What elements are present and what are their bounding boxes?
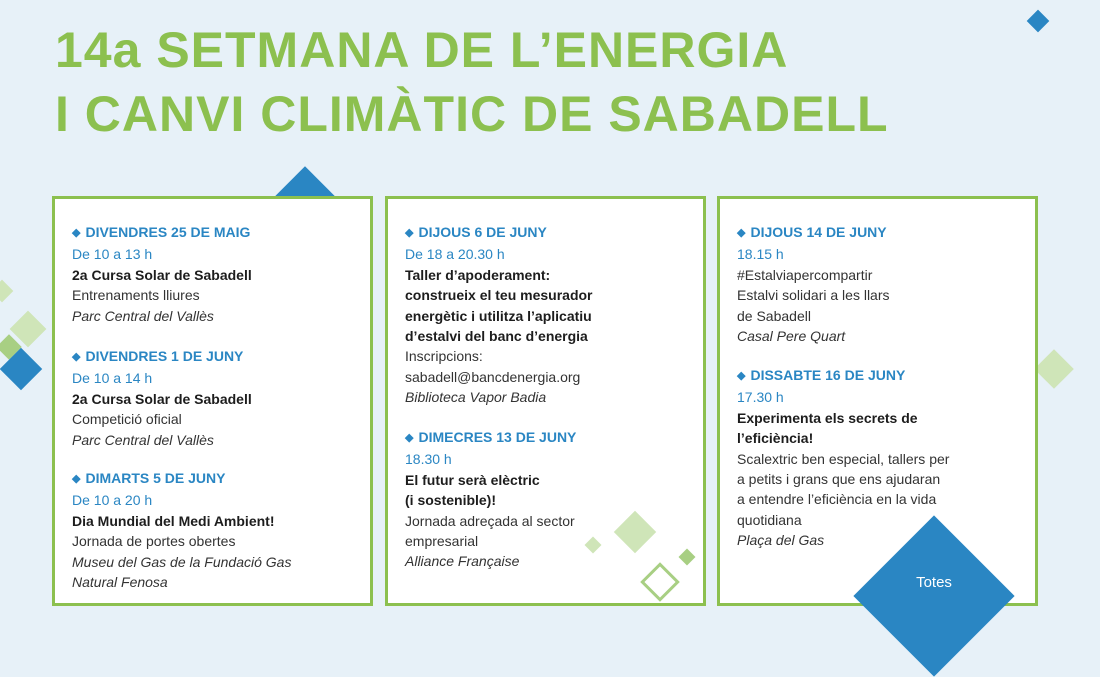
event-place: Natural Fenosa <box>72 574 168 591</box>
event-name: Taller d’apoderament: <box>405 266 551 283</box>
event-place: Biblioteca Vapor Badia <box>405 389 547 406</box>
event-date: ◆ DIVENDRES 1 DE JUNY <box>72 346 360 368</box>
event-place: Plaça del Gas <box>737 532 825 549</box>
event-description: Jornada de portes obertes <box>72 533 236 550</box>
event-description: de Sabadell <box>737 307 811 324</box>
event-time: De 10 a 13 h <box>72 246 153 263</box>
event-place: Museu del Gas de la Fundació Gas <box>72 553 292 570</box>
event-name: d’estalvi del banc d’energia <box>405 328 588 345</box>
event-description: Jornada adreçada al sector <box>405 512 575 529</box>
page-title-line-2: I CANVI CLIMÀTIC DE SABADELL <box>55 86 889 142</box>
event-date: ◆ DIJOUS 6 DE JUNY <box>405 222 693 244</box>
event-time: 17.30 h <box>737 389 784 406</box>
event-name: energètic i utilitza l’aplicatiu <box>405 307 592 324</box>
event-column-1 <box>52 196 373 606</box>
event-name: El futur serà elèctric <box>405 471 540 488</box>
event-item <box>405 222 693 408</box>
diamond-decoration-icon <box>1027 10 1050 33</box>
all-events-badge-label[interactable]: Totes <box>916 574 952 591</box>
event-description: Inscripcions: <box>405 348 483 365</box>
event-description: a entendre l’eficiència en la vida <box>737 491 937 508</box>
event-description: sabadell@bancdenergia.org <box>405 368 581 385</box>
event-description: Entrenaments lliures <box>72 287 200 304</box>
event-date: ◆ DIJOUS 14 DE JUNY <box>737 222 1025 244</box>
event-name: construeix el teu mesurador <box>405 287 593 304</box>
event-time: 18.15 h <box>737 246 784 263</box>
event-place: Parc Central del Vallès <box>72 307 214 324</box>
event-name: l’eficiència! <box>737 430 814 447</box>
event-name: 2a Cursa Solar de Sabadell <box>72 266 252 283</box>
event-date: ◆ DIMARTS 5 DE JUNY <box>72 468 360 490</box>
event-column-3 <box>717 196 1038 606</box>
event-column-2 <box>385 196 706 606</box>
diamond-decoration-icon <box>1034 349 1074 389</box>
event-place: Alliance Française <box>405 553 520 570</box>
event-time: De 10 a 14 h <box>72 370 153 387</box>
event-name: (i sostenible)! <box>405 492 497 509</box>
event-description: empresarial <box>405 533 479 550</box>
event-item <box>737 222 1025 346</box>
event-item <box>72 346 360 450</box>
event-name: Dia Mundial del Medi Ambient! <box>72 512 275 529</box>
event-time: De 18 a 20.30 h <box>405 246 505 263</box>
event-description: Scalextric ben especial, tallers per <box>737 450 950 467</box>
event-description: #Estalviapercompartir <box>737 266 873 283</box>
event-date: ◆ DIVENDRES 25 DE MAIG <box>72 222 360 244</box>
event-place: Parc Central del Vallès <box>72 431 214 448</box>
event-item <box>405 427 693 572</box>
event-place: Casal Pere Quart <box>737 328 846 345</box>
event-description: Estalvi solidari a les llars <box>737 287 890 304</box>
event-description: Competició oficial <box>72 411 182 428</box>
event-name: Experimenta els secrets de <box>737 409 918 426</box>
event-date: ◆ DISSABTE 16 DE JUNY <box>737 365 1025 387</box>
page-title-line-1: 14a SETMANA DE L’ENERGIA <box>55 22 789 78</box>
event-time: De 10 a 20 h <box>72 492 153 509</box>
event-time: 18.30 h <box>405 451 452 468</box>
event-item <box>72 468 360 592</box>
event-item <box>737 365 1025 551</box>
event-date: ◆ DIMECRES 13 DE JUNY <box>405 427 693 449</box>
event-name: 2a Cursa Solar de Sabadell <box>72 390 252 407</box>
event-description: quotidiana <box>737 511 802 528</box>
event-item <box>72 222 360 326</box>
event-description: a petits i grans que ens ajudaran <box>737 471 941 488</box>
diamond-decoration-icon <box>0 280 13 303</box>
